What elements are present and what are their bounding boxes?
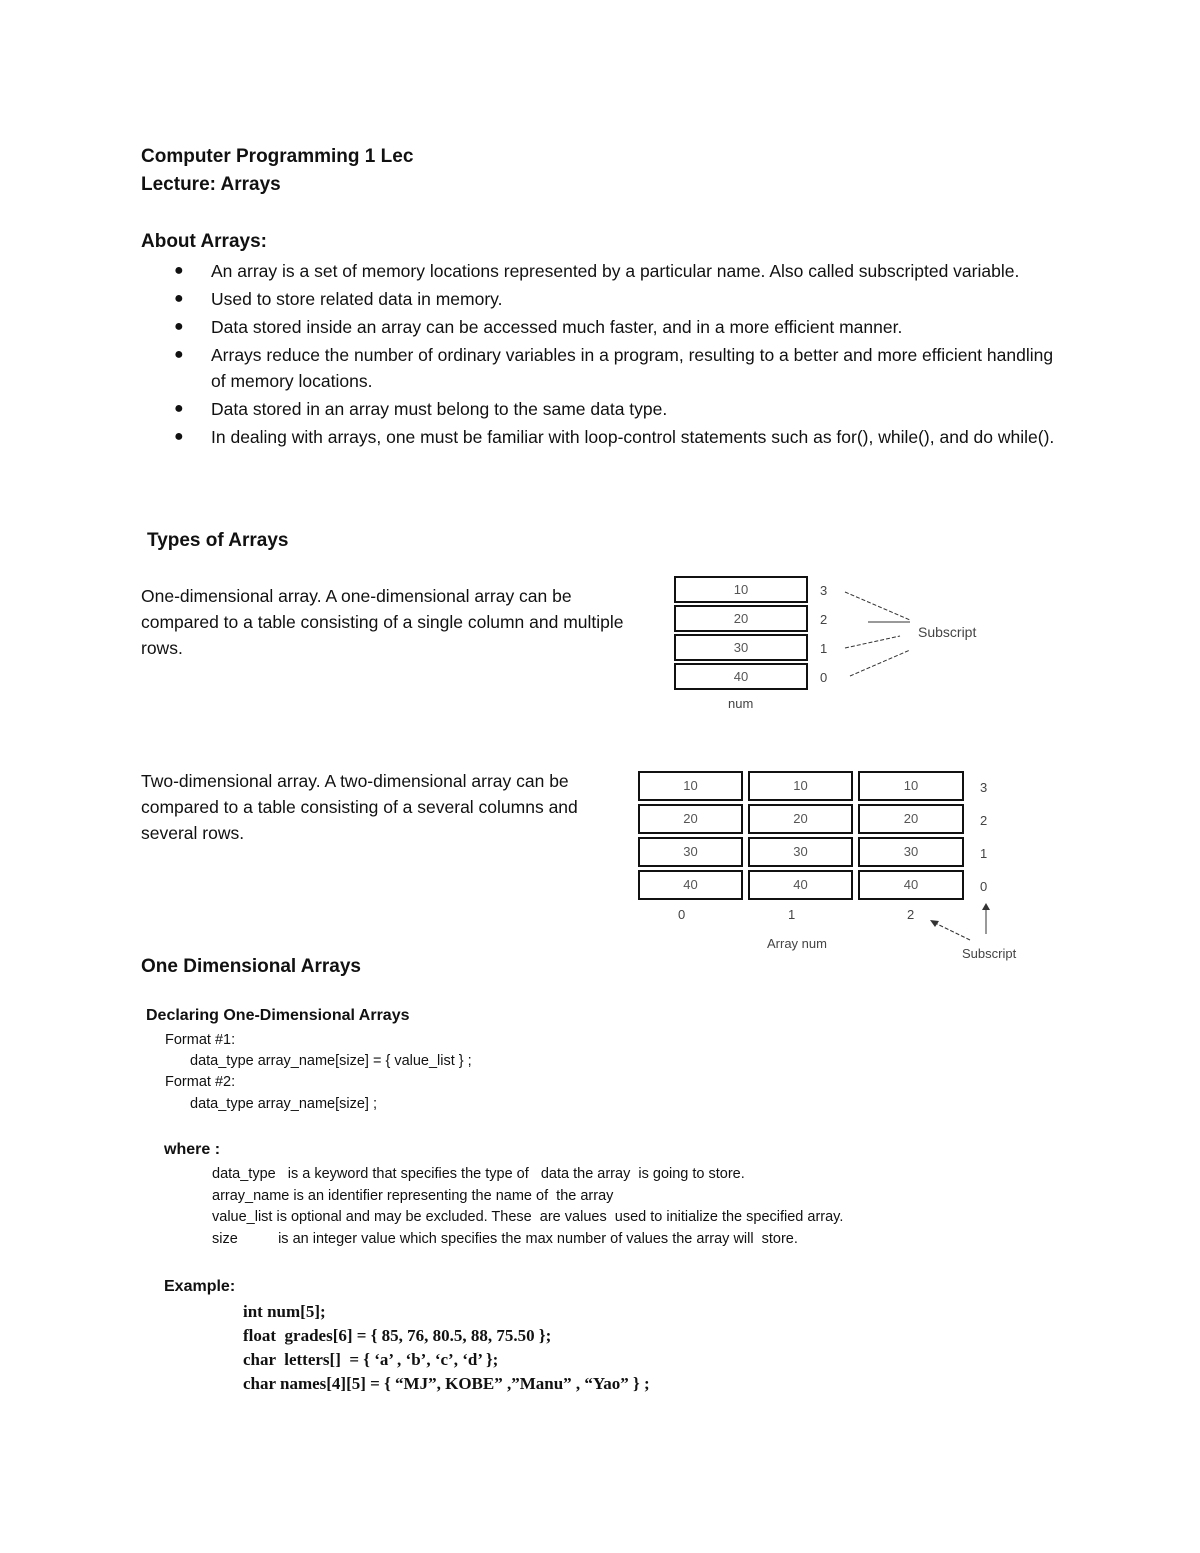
list-item: ● In dealing with arrays, one must be familiar with loop-control statements such as for(), while(), and do while(). — [141, 424, 1061, 450]
row-subscript: 0 — [980, 879, 988, 894]
bullet-icon: ● — [174, 428, 184, 445]
subscript-arrows — [925, 900, 995, 950]
list-item: ● Arrays reduce the number of ordinary variables in a program, resulting to a better and more efficient handling of memory locations. — [141, 342, 1061, 394]
column-subscript: 1 — [788, 907, 796, 922]
array-cell: 10 — [638, 771, 743, 801]
course-title: Computer Programming 1 Lec — [141, 146, 414, 167]
row-subscript: 1 — [980, 846, 988, 861]
array-cell: 20 — [638, 804, 743, 834]
about-bullet-list — [141, 258, 1061, 452]
about-heading: About Arrays: — [141, 231, 267, 252]
format2-syntax: data_type array_name[size] ; — [190, 1096, 377, 1112]
subscript-label: Subscript — [962, 946, 1017, 961]
array-cell: 20 — [674, 605, 808, 632]
array-cell: 40 — [858, 870, 964, 900]
two-dim-description: Two-dimensional array. A two-dimensional array can be compared to a table consisting of a several columns and several rows. — [141, 771, 578, 843]
bullet-icon: ● — [174, 346, 184, 363]
where-item: array_name is an identifier representing the name of the array — [212, 1188, 614, 1204]
array-cell: 40 — [638, 870, 743, 900]
array-cell: 40 — [748, 870, 853, 900]
array-cell: 10 — [674, 576, 808, 603]
code-line: int num[5]; — [243, 1302, 326, 1321]
bullet-icon: ● — [174, 318, 184, 335]
array-cell: 10 — [858, 771, 964, 801]
subscript-value: 0 — [820, 670, 828, 685]
column-subscript: 2 — [907, 907, 915, 922]
where-item: value_list is optional and may be excluded. These are values used to initialize the specified array. — [212, 1209, 844, 1225]
row-subscript: 2 — [980, 813, 988, 828]
bullet-icon: ● — [174, 262, 184, 279]
bullet-icon: ● — [174, 400, 184, 417]
array-cell: 30 — [638, 837, 743, 867]
lecture-title: Lecture: Arrays — [141, 174, 281, 195]
code-line: float grades[6] = { 85, 76, 80.5, 88, 75.50 }; — [243, 1326, 552, 1345]
array-cell: 20 — [748, 804, 853, 834]
row-subscript: 3 — [980, 780, 988, 795]
format1-syntax: data_type array_name[size] = { value_list } ; — [190, 1053, 472, 1069]
one-dim-heading: One Dimensional Arrays — [141, 956, 361, 977]
list-item: ● Data stored inside an array can be accessed much faster, and in a more efficient manner. — [141, 314, 1061, 340]
format2-label: Format #2: — [165, 1074, 236, 1090]
subscript-value: 2 — [820, 612, 828, 627]
code-line: char letters[] = { ‘a’ , ‘b’, ‘c’, ‘d’ }; — [243, 1350, 499, 1369]
subscript-value: 1 — [820, 641, 828, 656]
column-subscript: 0 — [678, 907, 686, 922]
format1-label: Format #1: — [165, 1032, 236, 1048]
array-cell: 30 — [674, 634, 808, 661]
code-line: char names[4][5] = { “MJ”, KOBE” ,”Manu” , “Yao” } ; — [243, 1374, 650, 1393]
list-item: ● Data stored in an array must belong to the same data type. — [141, 396, 1061, 422]
example-label: Example: — [164, 1278, 236, 1295]
subscript-label: Subscript — [918, 624, 977, 640]
declaring-heading: Declaring One-Dimensional Arrays — [146, 1007, 410, 1024]
bullet-icon: ● — [174, 290, 184, 307]
list-item: ● Used to store related data in memory. — [141, 286, 1061, 312]
subscript-pointer-lines — [830, 580, 930, 690]
array-cell: 40 — [674, 663, 808, 690]
where-item: size is an integer value which specifies the max number of values the array will store. — [212, 1231, 798, 1247]
array-name-label: num — [728, 696, 754, 711]
where-item: data_type is a keyword that specifies the type of data the array is going to store. — [212, 1166, 745, 1182]
types-heading: Types of Arrays — [147, 530, 289, 551]
array-cell: 30 — [858, 837, 964, 867]
array-name-label: Array num — [767, 936, 827, 951]
where-label: where : — [164, 1141, 221, 1158]
subscript-value: 3 — [820, 583, 828, 598]
array-cell: 10 — [748, 771, 853, 801]
one-dim-description: One-dimensional array. A one-dimensional array can be compared to a table consisting of a single column and multiple rows. — [141, 586, 624, 658]
list-item: ● An array is a set of memory locations represented by a particular name. Also called subscripted variable. — [141, 258, 1061, 284]
array-cell: 20 — [858, 804, 964, 834]
array-cell: 30 — [748, 837, 853, 867]
